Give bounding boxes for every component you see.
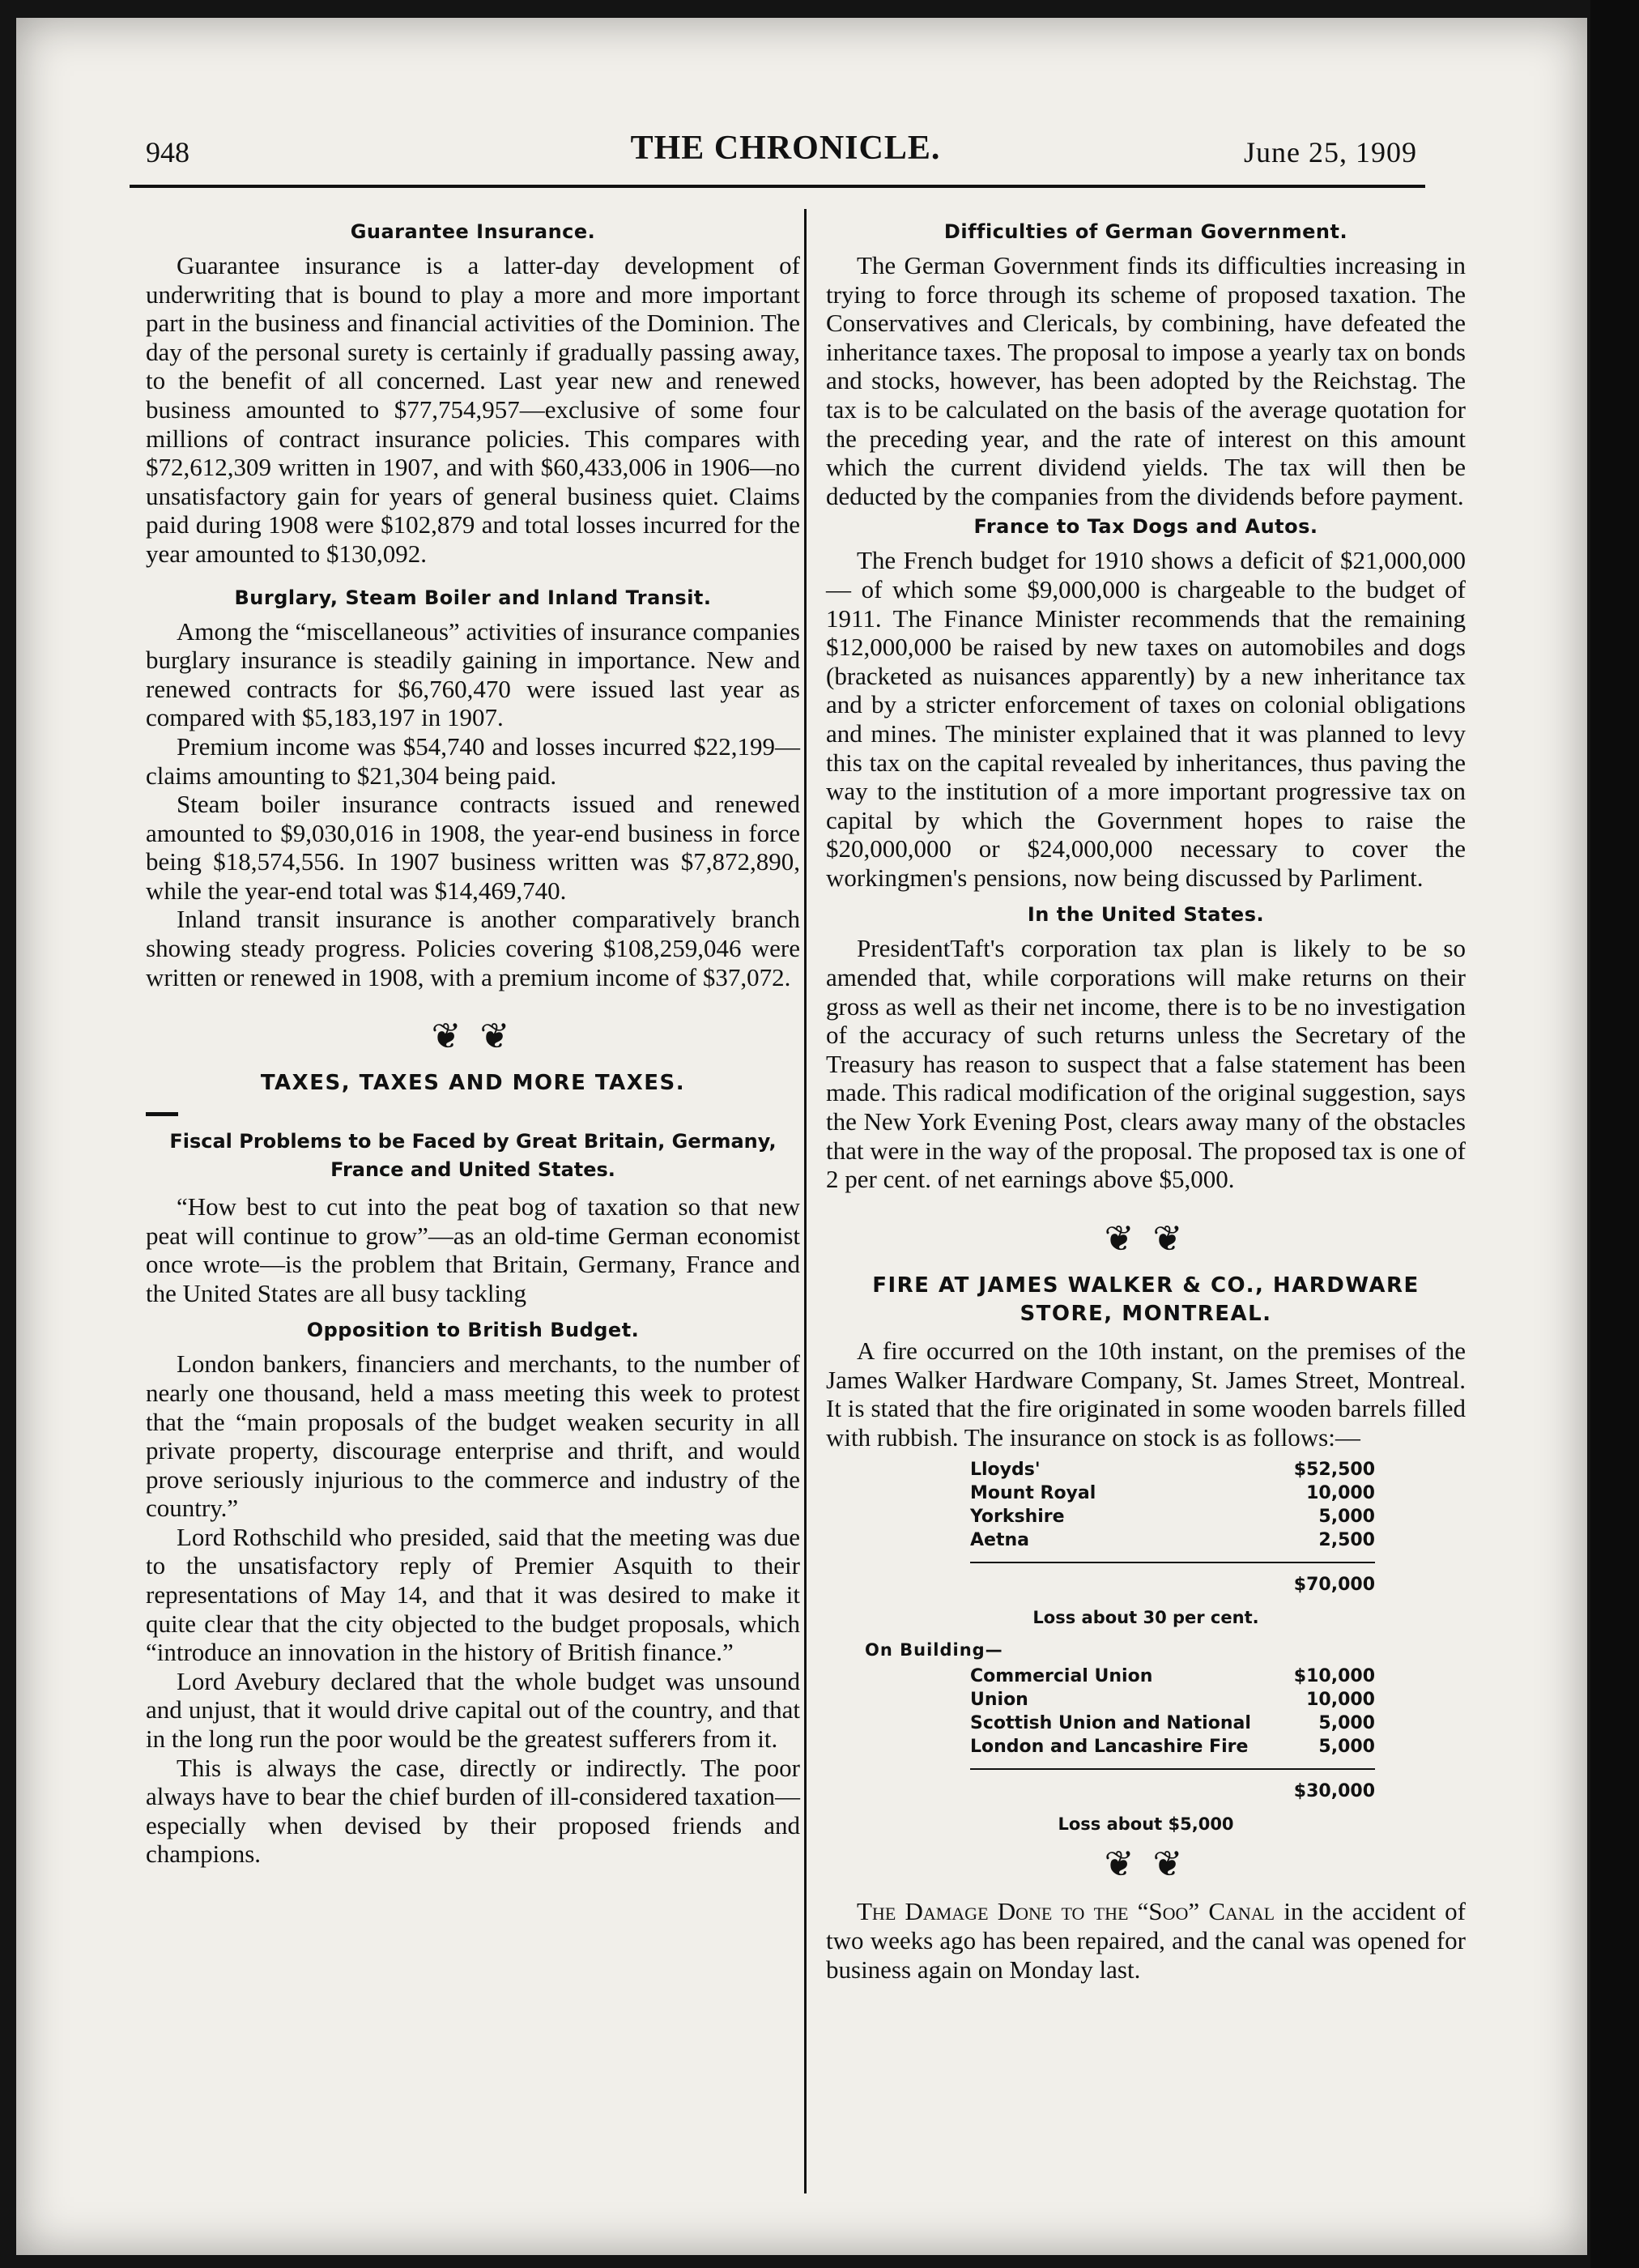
table-row: [970, 1688, 1375, 1712]
soo-canal-paragraph: [826, 1897, 1466, 1984]
stock-insurance-table: [826, 1458, 1466, 1834]
opposition-heading: Opposition to British Budget.: [306, 1319, 640, 1342]
table-row: [970, 1712, 1375, 1735]
insurer-name: Scottish Union and National: [970, 1713, 1251, 1734]
table-row: [970, 1735, 1375, 1759]
insurer-name: Aetna: [970, 1530, 1029, 1551]
newspaper-page: [16, 18, 1587, 2255]
insured-amount: $10,000: [1293, 1666, 1375, 1687]
building-label: On Building—: [865, 1640, 1003, 1660]
short-rule: [146, 1112, 178, 1116]
insured-amount: 10,000: [1306, 1483, 1375, 1504]
france-heading: France to Tax Dogs and Autos.: [973, 515, 1318, 539]
soo-canal-lead: The Damage Done to the “Soo” Canal: [857, 1897, 1275, 1926]
insurer-name: Yorkshire: [970, 1507, 1065, 1528]
opposition-paragraph-4: This is always the case, directly or indirectly. The poor always have to bear the chief burden of ill-considered taxation—especially when devised by their proposed friends and champions.: [146, 1753, 800, 1869]
page-header: [130, 127, 1441, 176]
burglary-paragraph-2: Premium income was $54,740 and losses incurred $22,199—claims amounting to $21,304 being paid.: [146, 731, 800, 790]
header-rule: [130, 185, 1425, 188]
insured-amount: 5,000: [1318, 1737, 1375, 1758]
scan-dark-edge: [1590, 0, 1639, 2268]
taxes-heading: TAXES, TAXES AND MORE TAXES.: [260, 1071, 686, 1096]
page-number: 948: [146, 136, 189, 168]
insured-amount: 5,000: [1318, 1507, 1375, 1528]
column-divider: [804, 209, 807, 2193]
german-paragraph: The German Government finds its difficulties increasing in trying to force through its scheme of proposed taxation. The Conservatives and Clericals, by combining, have defeated the inheritance taxes. The proposal to impose a yearly tax on bonds and stocks, however, has been adopted by the Reichstag. The tax is to be calculated on the basis of the average quotation for the preceding year, and the rate of interest on this amount which the current dividend yields. The tax will then be deducted by the companies from the dividends before payment.: [826, 251, 1466, 510]
table-row: [970, 1528, 1375, 1552]
section-ornament-3: ❦ ❦: [1104, 1844, 1188, 1885]
table-row: [970, 1481, 1375, 1505]
us-heading: In the United States.: [1027, 903, 1265, 927]
insurer-name: Mount Royal: [970, 1483, 1096, 1504]
table-row: [970, 1458, 1375, 1481]
opposition-paragraph-3: Lord Avebury declared that the whole budget was unsound and unjust, that it would drive capital out of the country, and that in the long run the poor would be the greatest sufferers from it.: [146, 1666, 800, 1754]
burglary-heading: Burglary, Steam Boiler and Inland Transit.: [234, 586, 712, 609]
fire-paragraph: A fire occurred on the 10th instant, on the premises of the James Walker Hardware Company, St. James Street, Montreal. It is stated that the fire originated in some wooden barrels filled with rubbish. The insurance on stock is as follows:—: [826, 1336, 1466, 1452]
table-row: [970, 1505, 1375, 1528]
stock-loss-note: Loss about 30 per cent.: [1032, 1608, 1259, 1628]
insurer-name: Union: [970, 1690, 1028, 1711]
insured-amount: 2,500: [1318, 1530, 1375, 1551]
issue-date: June 25, 1909: [1244, 136, 1417, 168]
taxes-subheading: Fiscal Problems to be Faced by Great Britain, Germany, France and United States.: [169, 1130, 777, 1182]
insured-amount: 10,000: [1306, 1690, 1375, 1711]
section-ornament-2: ❦ ❦: [1104, 1218, 1188, 1259]
burglary-paragraph-1: Among the “miscellaneous” activities of insurance companies burglary insurance is steadily gaining in importance. New and renewed contracts for $6,760,470 were issued last year as compared with $5,183,197 in 1907.: [146, 616, 800, 732]
insured-amount: $52,500: [1293, 1460, 1375, 1481]
insurer-name: Commercial Union: [970, 1666, 1153, 1687]
burglary-paragraph-3: Steam boiler insurance contracts issued and renewed amounted to $9,030,016 in 1908, the year-end business in force being $18,574,556. In 1907 business written was $7,872,890, while the year-end total was $14,469,740.: [146, 790, 800, 905]
opposition-paragraph-1: London bankers, financiers and merchants, to the number of nearly one thousand, held a mass meeting this week to protest that the “main proposals of the budget weaken security in all private property, discourage enterprise and thrift, and would prove seriously injurious to the commerce and industry of the country.”: [146, 1349, 800, 1523]
left-column: [146, 209, 800, 2193]
insurer-name: Lloyds': [970, 1460, 1041, 1481]
france-paragraph: The French budget for 1910 shows a deficit of $21,000,000— of which some $9,000,000 is chargeable to the budget of 1911. The Finance Minister recommends that the remaining $12,000,000 be raised by new taxes on automobiles and dogs (bracketed as nuisances apparently) by a new inheritance tax and by a stricter enforcement of taxes on colonial obligations and mines. The minister explained that it was planned to levy this tax on the capital revealed by inheritances, thus paving the way to the institution of a more important progressive tax on capital by which the Government hopes to raise the $20,000,000 or $24,000,000 necessary to cover the workingmen's pensions, now being discussed by Parliment.: [826, 546, 1466, 892]
us-paragraph: PresidentTaft's corporation tax plan is likely to be so amended that, while corporations will make returns on their gross as well as their net income, there is to be no investigation of the accuracy of such returns unless the Secretary of the Treasury has reason to suspect that a false statement has been made. This radical modification of the original suggestion, says the New York Evening Post, clears away many of the obstacles that were in the way of the proposal. The proposed tax is one of 2 per cent. of net earnings above $5,000.: [826, 934, 1466, 1194]
german-heading: Difficulties of German Government.: [943, 220, 1348, 243]
table-row: [970, 1665, 1375, 1688]
insured-amount: 5,000: [1318, 1713, 1375, 1734]
insurer-name: London and Lancashire Fire: [970, 1737, 1249, 1758]
guarantee-heading: Guarantee Insurance.: [350, 220, 596, 243]
soo-canal-text: in the accident of two weeks ago has been repaired, and the canal was opened for business again on Monday last.: [826, 1897, 1466, 1984]
guarantee-paragraph: Guarantee insurance is a latter-day development of underwriting that is bound to play a more and more important part in the business and financial activities of the Dominion. The day of the personal surety is certainly if gradually passing away, to the benefit of all concerned. Last year new and renewed business amounted to $77,754,957—exclusive of some four millions of contract insurance policies. This compares with $72,612,309 written in 1907, and with $60,433,006 in 1906—no unsatisfactory gain for years of general business quiet. Claims paid during 1908 were $102,879 and total losses incurred for the year amounted to $130,092.: [146, 251, 800, 568]
right-column: [826, 209, 1466, 2193]
opposition-paragraph-2: Lord Rothschild who presided, said that the meeting was due to the unsatisfactory reply of Premier Asquith to their representations of May 14, and that it was desired to make it quite clear that the city objected to the budget proposals, which “introduce an innovation in the history of British finance.”: [146, 1522, 800, 1667]
taxes-paragraph: “How best to cut into the peat bog of taxation so that new peat will continue to grow”—as an old-time German economist once wrote—is the problem that Britain, Germany, France and the United States are all busy tackling: [146, 1192, 800, 1307]
building-total: $30,000: [970, 1768, 1375, 1803]
section-ornament: ❦ ❦: [431, 1017, 515, 1057]
burglary-paragraph-4: Inland transit insurance is another comparatively branch showing steady progress. Policies covering $108,259,046 were written or renewed in 1908, with a premium income of $37,072.: [146, 905, 800, 991]
stock-total: $70,000: [970, 1562, 1375, 1597]
fire-heading: FIRE AT JAMES WALKER & CO., HARDWARE STORE, MONTREAL.: [872, 1273, 1420, 1326]
publication-title: THE CHRONICLE.: [630, 130, 941, 167]
building-loss-note: Loss about $5,000: [1058, 1814, 1234, 1835]
